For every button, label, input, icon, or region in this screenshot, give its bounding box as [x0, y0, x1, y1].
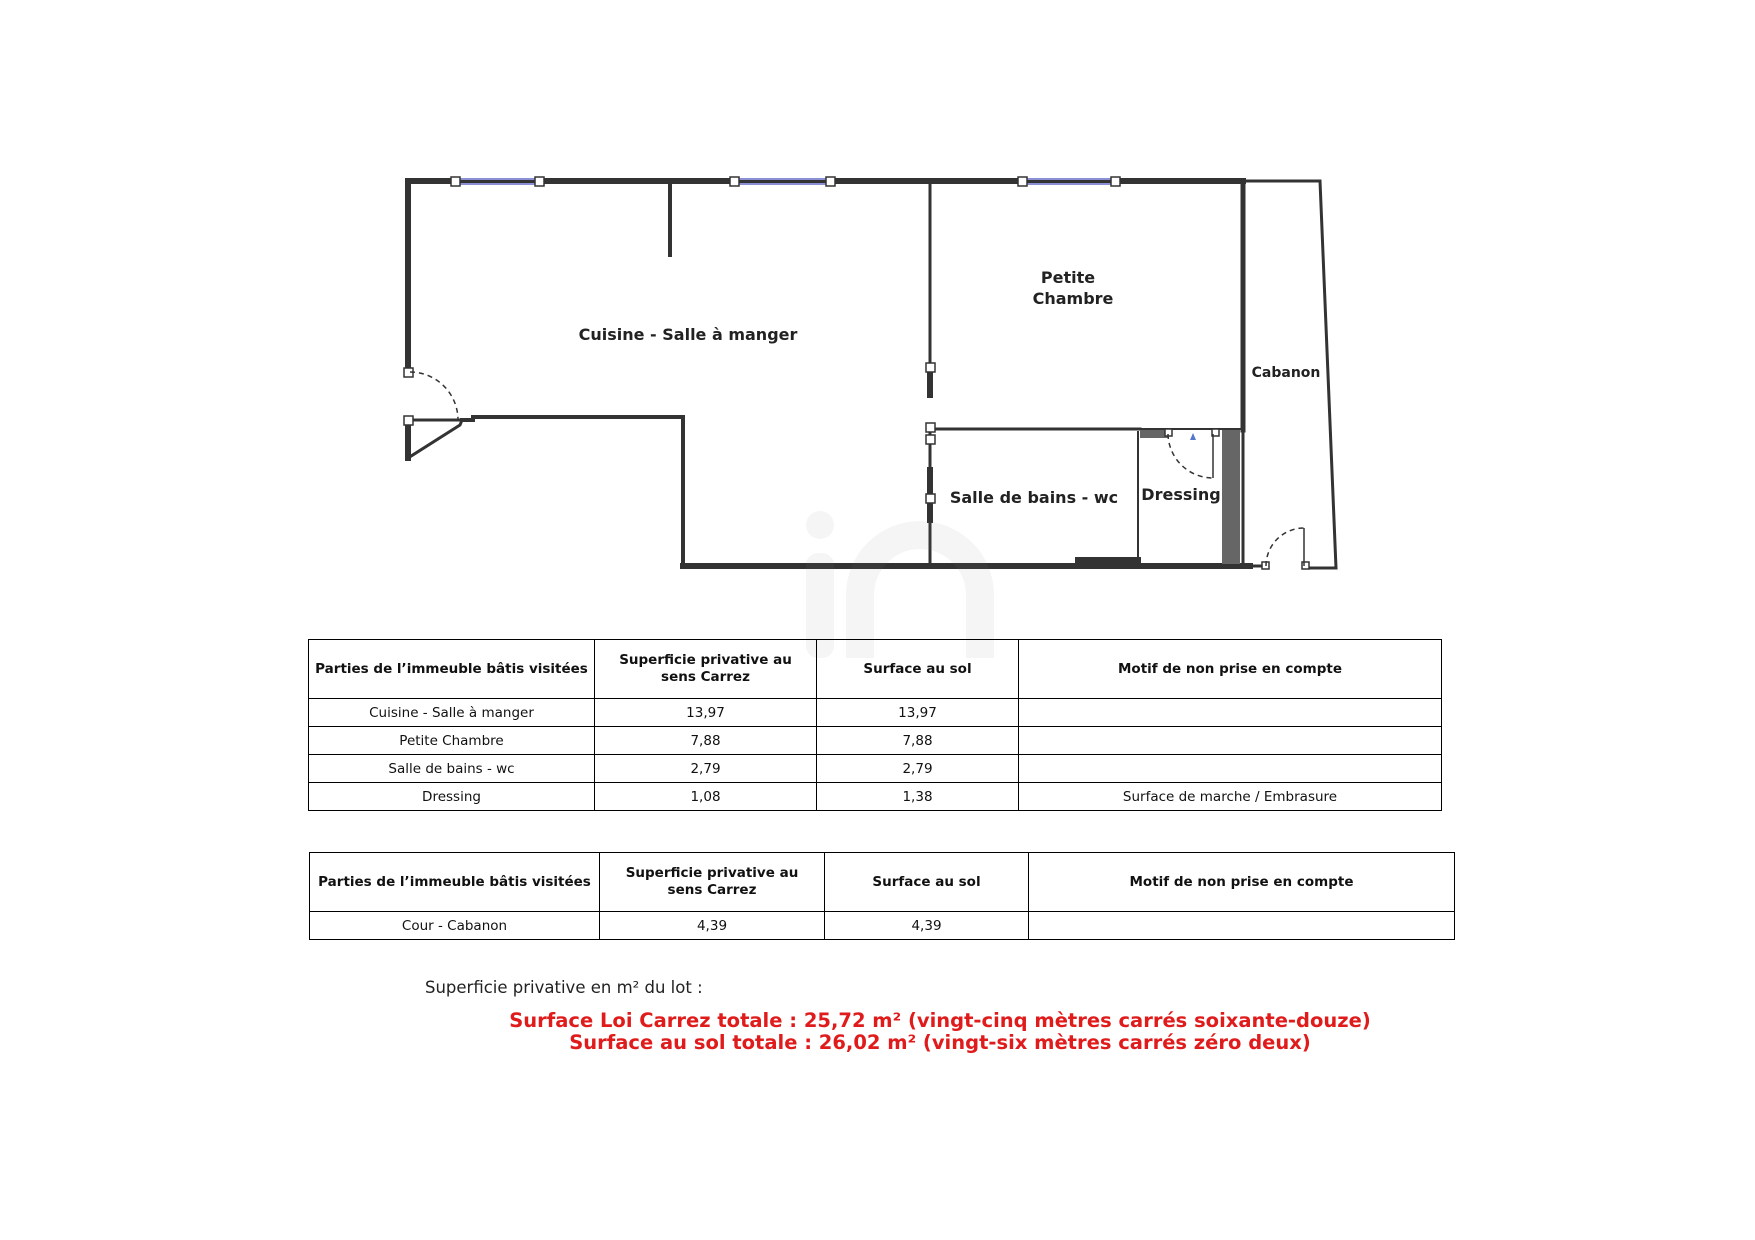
header-motif: Motif de non prise en compte [1019, 640, 1442, 699]
table-row [310, 912, 1455, 940]
cell-partie: Cuisine - Salle à manger [309, 699, 595, 727]
total-carrez: Surface Loi Carrez totale : 25,72 m² (vingt-cinq mètres carrés soixante-douze) [509, 1009, 1371, 1032]
table-row [309, 727, 1442, 755]
cell-carrez: 13,97 [595, 699, 817, 727]
cell-carrez: 1,08 [595, 783, 817, 811]
header-partie: Parties de l’immeuble bâtis visitées [309, 640, 595, 699]
cell-carrez: 7,88 [595, 727, 817, 755]
cell-partie: Petite Chambre [309, 727, 595, 755]
cell-partie: Salle de bains - wc [309, 755, 595, 783]
cell-partie: Cour - Cabanon [310, 912, 600, 940]
cell-motif [1019, 727, 1442, 755]
room-label-cabanon: Cabanon [1251, 365, 1321, 381]
dressing-wall-block [1222, 430, 1240, 564]
room-label-salle-de-bains: Salle de bains - wc [949, 488, 1119, 507]
rooms-table [308, 639, 1442, 811]
lot-intro-text: Superficie privative en m² du lot : [425, 978, 703, 997]
cell-partie: Dressing [309, 783, 595, 811]
cell-motif [1019, 755, 1442, 783]
cell-carrez: 2,79 [595, 755, 817, 783]
cell-motif [1029, 912, 1455, 940]
cell-carrez: 4,39 [600, 912, 825, 940]
table-row [309, 699, 1442, 727]
table-header-row [309, 640, 1442, 699]
table-row [309, 783, 1442, 811]
cell-sol: 1,38 [817, 783, 1019, 811]
header-carrez: Superficie privative au sens Carrez [595, 640, 817, 699]
header-partie: Parties de l’immeuble bâtis visitées [310, 853, 600, 912]
cell-sol: 2,79 [817, 755, 1019, 783]
dressing-wall-top [1140, 430, 1168, 438]
header-sol: Surface au sol [817, 640, 1019, 699]
dressing-marker-icon [1190, 433, 1196, 440]
cell-motif [1019, 699, 1442, 727]
room-label-cuisine: Cuisine - Salle à manger [578, 325, 798, 344]
table-header-row [310, 853, 1455, 912]
room-label-chambre-1: Petite [1040, 268, 1096, 287]
total-sol: Surface au sol totale : 26,02 m² (vingt-six mètres carrés zéro deux) [569, 1031, 1311, 1054]
cell-sol: 7,88 [817, 727, 1019, 755]
cell-sol: 13,97 [817, 699, 1019, 727]
cell-motif: Surface de marche / Embrasure [1019, 783, 1442, 811]
header-carrez: Superficie privative au sens Carrez [600, 853, 825, 912]
header-sol: Surface au sol [825, 853, 1029, 912]
cell-sol: 4,39 [825, 912, 1029, 940]
table-row [309, 755, 1442, 783]
header-motif: Motif de non prise en compte [1029, 853, 1455, 912]
room-label-chambre-2: Chambre [1032, 289, 1114, 308]
annexe-table [309, 852, 1455, 940]
room-label-dressing: Dressing [1141, 485, 1221, 504]
